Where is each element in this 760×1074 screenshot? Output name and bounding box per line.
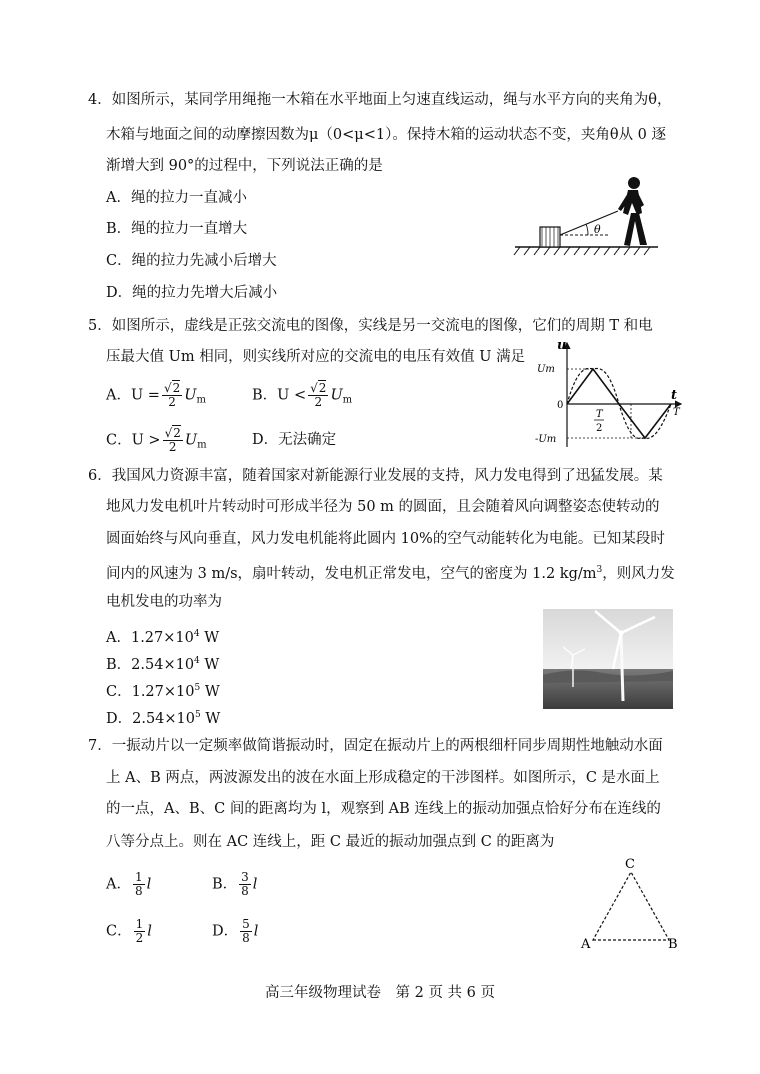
triangle-abc xyxy=(593,872,669,940)
q4-line3: 渐增大到 90°的过程中，下列说法正确的是 xyxy=(106,158,383,174)
q6-line5: 电机发电的功率为 xyxy=(106,594,222,610)
zero-label: 0 xyxy=(557,400,564,411)
q4-line2: 木箱与地面之间的动摩擦因数为μ（0<μ<1）。保持木箱的运动状态不变，夹角θ从 0 逐 xyxy=(106,127,667,143)
q4-option-b: B．绳的拉力一直增大 xyxy=(106,221,248,237)
q7-line4: 八等分点上。则在 AC 连线上，距 C 最近的振动加强点到 C 的距离为 xyxy=(106,834,555,850)
t-period-label: T xyxy=(673,407,680,418)
neg-um-label: -Um xyxy=(535,434,557,445)
q7-triangle-figure xyxy=(575,854,685,954)
q6-option-b: B．$2.54\times 10^4$ W xyxy=(106,656,220,673)
q6-line1: 6．我国风力资源丰富，随着国家对新能源行业发展的支持，风力发电得到了迅猛发展。某 xyxy=(88,468,663,484)
q5-option-a: A．U = $\frac{√2}{2}$ $U_m$ xyxy=(106,381,206,409)
q4-option-d: D．绳的拉力先增大后减小 xyxy=(106,285,278,301)
q7-line2: 上 A、B 两点，两波源发出的波在水面上形成稳定的干涉图样。如图所示，C 是水面上 xyxy=(106,770,660,786)
q4-line1: 4．如图所示，某同学用绳拖一木箱在水平地面上匀速直线运动，绳与水平方向的夹角为θ， xyxy=(88,92,672,108)
q7-option-d: D． $\frac{5}{8}$ l xyxy=(212,917,259,945)
q7-option-a: A． $\frac{1}{8}$ l xyxy=(106,870,152,898)
t-half-den: 2 xyxy=(596,423,603,434)
person-icon xyxy=(618,177,647,246)
q4-figure xyxy=(510,175,660,270)
q6-line3: 圆面始终与风向垂直，风力发电机能将此圆内 10%的空气动能转化为电能。已知某段时 xyxy=(106,531,665,547)
q7-line1: 7．一振动片以一定频率做简谐振动时，固定在振动片上的两根细杆同步周期性地触动水面 xyxy=(88,738,663,754)
q7-line3: 的一点，A、B、C 间的距离均为 l，观察到 AB 连线上的振动加强点恰好分布在连线的 xyxy=(106,801,661,817)
q4-option-a: A．绳的拉力一直减小 xyxy=(106,190,247,206)
q6-line4: 间内的风速为 3 m/s，扇叶转动，发电机正常发电，空气的密度为 1.2 $kg/m^3$，则风力发 xyxy=(106,565,675,582)
point-c-label: C xyxy=(625,857,635,872)
t-half-num: T xyxy=(596,409,603,420)
t-axis-label: t xyxy=(671,388,678,403)
q6-option-c: C．$1.27\times 10^5$ W xyxy=(106,683,220,700)
q5-option-d: D．无法确定 xyxy=(252,432,337,448)
theta-label: θ xyxy=(594,223,601,236)
q6-option-d: D．$2.54\times 10^5$ W xyxy=(106,710,221,727)
point-a-label: A xyxy=(581,937,591,952)
q7-option-c: C． $\frac{1}{2}$ l xyxy=(106,917,152,945)
q5-option-c: C．U > $\frac{√2}{2}$ $U_m$ xyxy=(106,426,207,454)
q4-option-c: C．绳的拉力先减小后增大 xyxy=(106,253,277,269)
q5-option-b: B．U < $\frac{√2}{2}$ $U_m$ xyxy=(252,381,353,409)
wind-turbine-photo xyxy=(543,609,673,709)
um-label: Um xyxy=(537,364,555,375)
rope xyxy=(560,211,618,235)
q6-option-a: A．$1.27\times 10^4$ W xyxy=(106,629,220,646)
q7-option-b: B． $\frac{3}{8}$ l xyxy=(212,870,258,898)
q5-waveform-figure xyxy=(535,337,685,452)
q5-line2: 压最大值 Um 相同，则实线所对应的交流电的电压有效值 U 满足 xyxy=(106,349,526,365)
q6-line2: 地风力发电机叶片转动时可形成半径为 50 m 的圆面，且会随着风向调整姿态使转动的 xyxy=(106,499,660,515)
q5-line1: 5．如图所示，虚线是正弦交流电的图像，实线是另一交流电的图像，它们的周期 T 和电 xyxy=(88,318,653,334)
point-b-label: B xyxy=(668,937,678,952)
u-axis-label: u xyxy=(557,338,567,353)
page-footer: 高三年级物理试卷 第 2 页 共 6 页 xyxy=(265,985,495,1001)
